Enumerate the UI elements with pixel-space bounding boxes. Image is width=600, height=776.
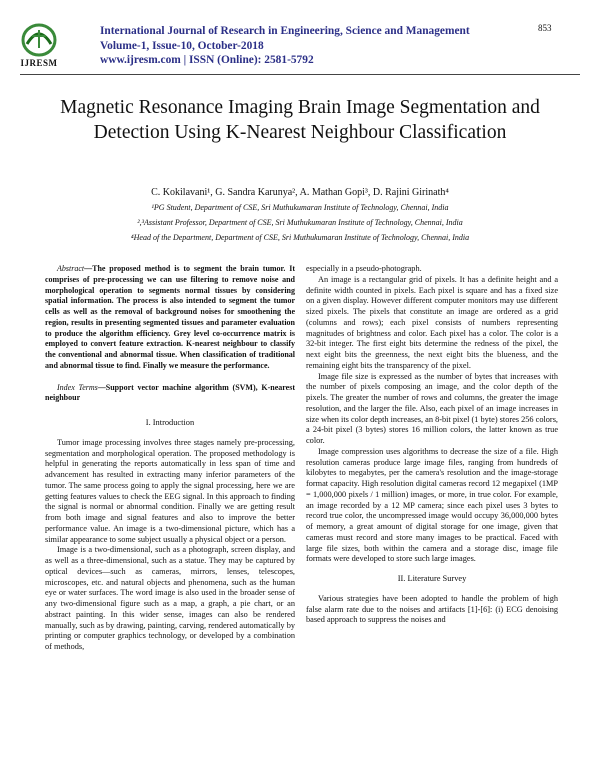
- left-column: [45, 264, 295, 653]
- affiliation-3: ⁴Head of the Department, Department of CSE, Sri Muthukumaran Institute of Technology, Chennai, India: [130, 233, 470, 242]
- paragraph: Tumor image processing involves three stages namely pre-processing, segmentation and morphological operation. The proposed methodology is helpful in generating the reports automatically in less span of time and advancement has resulted in extracting many inferior parameters of the tumor. The same process going to apply the signal processing, here we are getting features values to check the EEG signal. In this approach to finding the signal is normal or abnormal condition. Finally we are getting result from both image and signal features and also to improve the better performance value. An image is a two-dimensional picture, which has a similar appearance to some subject usually a physical object or a person.: [45, 437, 295, 544]
- author-list: C. Kokilavani¹, G. Sandra Karunya², A. Mathan Gopi³, D. Rajini Girinath⁴: [151, 187, 449, 198]
- abstract-label: Abstract: [57, 264, 85, 273]
- index-terms-label: Index Terms: [57, 382, 98, 392]
- paragraph: An image is a rectangular grid of pixels. It has a definite height and a definite width counted in pixels. Each pixel is square and has a fixed size on a given display. However different computer monitors may use different sized pixels. The pixels that constitute an image are ordered as a grid (columns and rows); each pixel consists of numbers representing magnitudes of brightness and color. Each pixel has a color. The color is a 32-bit integer. The first eight bits determine the redness of the pixel, the next eight bits the greenness, the next eight bits the blueness, and the remaining eight bits the transparency of the pixel.: [306, 274, 558, 370]
- affiliation-1: ¹PG Student, Department of CSE, Sri Muthukumaran Institute of Technology, Chennai, India: [151, 203, 449, 212]
- section-heading-introduction: I. Introduction: [145, 418, 195, 427]
- abstract-text: —The proposed method is to segment the brain tumor. It comprises of pre-processing we can use filtering to remove noise and morphological operation to segments normal tissues by considering spatial information. The process is also intended to segment the tumor cells as well as the removal of background noises for smoothening the region, results in presenting segmented tissues and parameter evaluation to produce the algorithm efficiency. Grey level co-occurrence matrix is employed to convert feature extraction. K-nearest neighbour to classify the conventional and abnormal tissue. When classification of traditional and abnormal tissue to find. Finally we measure the performance.: [45, 264, 295, 370]
- paper-title: Magnetic Resonance Imaging Brain Image Segmentation and Detection Using K-Nearest Neighbour Classification: [60, 97, 540, 143]
- paragraph: Image compression uses algorithms to decrease the size of a file. High resolution cameras produce large image files, ranging from hundreds of kilobytes to megabytes, per the camera's resolution and the image-storage format capacity. High resolution digital cameras record 12 megapixel (1MP = 1,000,000 pixels / 1 million) images, or more, in true color. For example, an image recorded by a 12 MP camera; since each pixel uses 3 bytes to record true color, the uncompressed image would occupy 36,000,000 bytes of memory, a great amount of digital storage for one image, given that cameras must record and store many images to be practical. Faced with large file sizes, both within the camera and a storage disc, image file formats were developed to store such large images.: [306, 446, 558, 564]
- affiliation-2: ²,³Assistant Professor, Department of CSE, Sri Muthukumaran Institute of Technology, Chennai, India: [137, 218, 463, 227]
- journal-volume: Volume-1, Issue-10, October-2018: [100, 40, 264, 52]
- journal-web: www.ijresm.com | ISSN (Online): 2581-5792: [100, 54, 314, 66]
- paragraph: Various strategies have been adopted to handle the problem of high false alarm rate due to the noises and artifacts [1]-[6]: (i) ECG denoising based approach to suppress the noises and: [306, 593, 558, 625]
- paragraph: Image is a two-dimensional, such as a photograph, screen display, and as well as a three-dimensional, such as a statue. They may be captured by optical devices—such as cameras, mirrors, lenses, telescopes, microscopes, etc. and natural objects and phenomena, such as the human eye or water surfaces. The word image is also used in the broader sense of any two-dimensional figure such as a map, a graph, a pie chart, or an abstract painting. In this wider sense, images can also be rendered manually, such as by drawing, painting, carving, rendered automatically by printing or computer graphics technology, or developed by a combination of methods,: [45, 545, 295, 651]
- right-column: [306, 264, 558, 626]
- paragraph: especially in a pseudo-photograph.: [306, 264, 422, 273]
- logo-text: IJRESM: [20, 58, 58, 68]
- index-terms: [45, 383, 295, 405]
- journal-name: International Journal of Research in Engineering, Science and Management: [100, 25, 470, 37]
- page-number: 853: [538, 23, 552, 33]
- index-terms-text: —Support vector machine algorithm (SVM), K-nearest neighbour: [45, 382, 295, 403]
- section-heading-literature-survey: II. Literature Survey: [397, 574, 467, 583]
- header-divider: [20, 74, 580, 75]
- paragraph: Image file size is expressed as the number of bytes that increases with the number of pixels composing an image, and the color depth of the pixels. The greater the number of rows and columns, the greater the image resolution, and the larger the file. Also, each pixel of an image increases in size when its color depth increases, an 8-bit pixel (1 byte) stores 256 colors, a 24-bit pixel (3 bytes) stores 16 million colors, the latter known as true color.: [306, 371, 558, 445]
- abstract: [45, 264, 295, 372]
